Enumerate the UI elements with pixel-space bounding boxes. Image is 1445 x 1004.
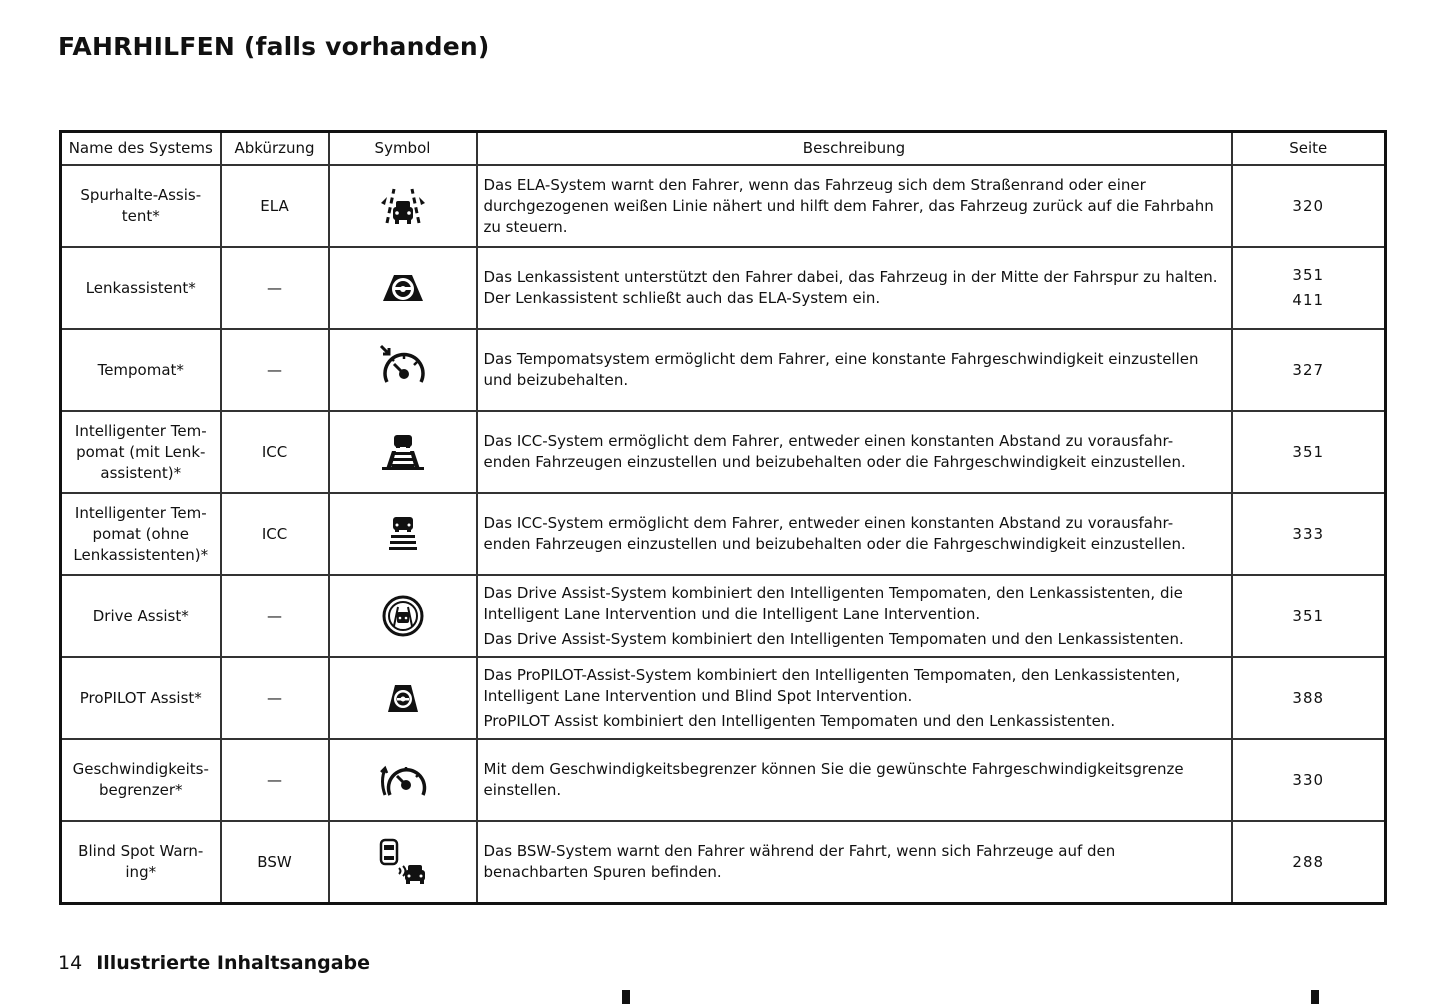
icc-steering-icon bbox=[336, 433, 470, 471]
system-name-line: Intelligenter Tem- bbox=[74, 421, 207, 440]
abbreviation-cell: — bbox=[221, 575, 329, 657]
crop-mark bbox=[622, 990, 630, 1004]
symbol-cell bbox=[329, 657, 477, 739]
description-paragraph: Das Drive Assist-System kombiniert den Intelligenten Tempomaten und den Lenkassistenten. bbox=[483, 629, 1184, 648]
header-system-name: Name des Systems bbox=[61, 132, 221, 166]
system-name-line: Intelligenter Tem- bbox=[74, 503, 207, 522]
system-name-cell bbox=[61, 493, 221, 575]
symbol-cell bbox=[329, 739, 477, 821]
description-paragraph: Das ICC-System ermöglicht dem Fahrer, entweder einen konstanten Abstand zu vorausfahr- enden Fahrzeugen einzustellen und beizubehalten oder die Fahrgeschwindigkeit einzustellen. bbox=[483, 514, 1186, 553]
description-paragraph: Das ELA-System warnt den Fahrer, wenn das Fahrzeug sich dem Straßenrand oder einer durchgezogenen weißen Linie nähert und hilft dem Fahrer, das Fahrzeug zurück auf die Fahrbahn zu steuern. bbox=[483, 175, 1214, 236]
header-page: Seite bbox=[1232, 132, 1386, 166]
blind-spot-warning-icon bbox=[336, 836, 470, 888]
system-name-cell bbox=[61, 739, 221, 821]
page-reference: 288 bbox=[1292, 852, 1325, 871]
system-name-line: Drive Assist* bbox=[92, 606, 189, 625]
page-reference-cell bbox=[1232, 165, 1386, 247]
drive-assist-icon bbox=[336, 594, 470, 638]
description-cell bbox=[477, 739, 1232, 821]
system-name-line: pomat (ohne bbox=[92, 524, 189, 543]
symbol-cell bbox=[329, 411, 477, 493]
description-paragraph: Das BSW-System warnt den Fahrer während der Fahrt, wenn sich Fahrzeuge auf den benachbarten Spuren befinden. bbox=[483, 842, 1116, 881]
system-name-line: tent* bbox=[121, 207, 160, 225]
description-paragraph: Das Tempomatsystem ermöglicht dem Fahrer, eine konstante Fahrgeschwindigkeit einzustellen und beizubehalten. bbox=[483, 350, 1199, 389]
page-reference-cell bbox=[1232, 575, 1386, 657]
description-paragraph: Das Lenkassistent unterstützt den Fahrer dabei, das Fahrzeug in der Mitte der Fahrspur zu halten. Der Lenkassistent schließt auch das ELA-System ein. bbox=[483, 268, 1218, 307]
propilot-assist-icon bbox=[336, 682, 470, 714]
system-name-line: Geschwindigkeits- bbox=[72, 760, 209, 778]
page-reference-cell bbox=[1232, 821, 1386, 904]
table-row bbox=[61, 411, 1386, 493]
abbreviation-cell: ELA bbox=[221, 165, 329, 247]
abbreviation-cell: — bbox=[221, 739, 329, 821]
page-reference: 388 bbox=[1292, 688, 1325, 707]
header-abbreviation: Abkürzung bbox=[221, 132, 329, 166]
symbol-cell bbox=[329, 575, 477, 657]
page-reference-cell bbox=[1232, 329, 1386, 411]
table-row bbox=[61, 657, 1386, 739]
table-row bbox=[61, 739, 1386, 821]
abbreviation-cell: ICC bbox=[221, 411, 329, 493]
page-footer bbox=[58, 952, 370, 974]
page-reference-cell bbox=[1232, 411, 1386, 493]
system-name-cell bbox=[61, 411, 221, 493]
description-cell bbox=[477, 411, 1232, 493]
page-reference: 327 bbox=[1292, 360, 1325, 379]
abbreviation-cell: — bbox=[221, 657, 329, 739]
description-paragraph: Das ICC-System ermöglicht dem Fahrer, entweder einen konstanten Abstand zu vorausfahr- enden Fahrzeugen einzustellen und beizubehalten oder die Fahrgeschwindigkeit einzustellen. bbox=[483, 432, 1186, 471]
system-name-line: begrenzer* bbox=[98, 781, 183, 799]
driving-aids-table bbox=[59, 130, 1387, 905]
system-name-line: Lenkassistenten)* bbox=[73, 545, 209, 564]
system-name-cell bbox=[61, 575, 221, 657]
page-reference: 351 bbox=[1292, 266, 1325, 284]
system-name-line: Tempomat* bbox=[97, 360, 184, 379]
description-paragraph: ProPILOT Assist kombiniert den Intelligenten Tempomaten und den Lenkassistenten. bbox=[483, 711, 1116, 730]
system-name-cell bbox=[61, 657, 221, 739]
description-cell bbox=[477, 575, 1232, 657]
abbreviation-cell: — bbox=[221, 247, 329, 329]
system-name-line: ing* bbox=[125, 863, 157, 881]
system-name-line: pomat (mit Lenk- bbox=[76, 442, 206, 461]
symbol-cell bbox=[329, 493, 477, 575]
table-row bbox=[61, 329, 1386, 411]
page-reference: 351 bbox=[1292, 606, 1325, 625]
table-row bbox=[61, 165, 1386, 247]
page-number: 14 bbox=[58, 952, 83, 974]
page-reference-cell bbox=[1232, 247, 1386, 329]
lane-departure-icon bbox=[336, 183, 470, 229]
description-paragraph: Das ProPILOT-Assist-System kombiniert den Intelligenten Tempomaten, den Lenkassistenten, Intelligent Lane Intervention und Blind Spot Intervention. bbox=[483, 665, 1181, 705]
steering-assist-icon bbox=[336, 271, 470, 305]
description-paragraph: Mit dem Geschwindigkeitsbegrenzer können Sie die gewünschte Fahrgeschwindigkeitsgrenze einstellen. bbox=[483, 760, 1184, 799]
system-name-line: Blind Spot Warn- bbox=[78, 842, 204, 860]
page-reference: 320 bbox=[1292, 196, 1325, 215]
symbol-cell bbox=[329, 165, 477, 247]
page-reference: 411 bbox=[1292, 291, 1325, 309]
system-name-cell bbox=[61, 821, 221, 904]
page-reference: 333 bbox=[1292, 524, 1325, 543]
system-name-cell bbox=[61, 165, 221, 247]
description-paragraph: Das Drive Assist-System kombiniert den Intelligenten Tempomaten, den Lenkassistenten, die Intelligent Lane Intervention und die Intelligent Lane Intervention. bbox=[483, 583, 1183, 623]
speed-limiter-icon bbox=[336, 759, 470, 801]
abbreviation-cell: BSW bbox=[221, 821, 329, 904]
system-name-line: Lenkassistent* bbox=[85, 278, 196, 297]
table-row bbox=[61, 493, 1386, 575]
description-cell bbox=[477, 657, 1232, 739]
cruise-control-icon bbox=[336, 344, 470, 396]
description-cell bbox=[477, 165, 1232, 247]
page-reference: 330 bbox=[1292, 770, 1325, 789]
symbol-cell bbox=[329, 247, 477, 329]
system-name-cell bbox=[61, 247, 221, 329]
table-row bbox=[61, 247, 1386, 329]
abbreviation-cell: ICC bbox=[221, 493, 329, 575]
table-row bbox=[61, 575, 1386, 657]
page-title: FAHRHILFEN (falls vorhanden) bbox=[58, 32, 490, 61]
header-description: Beschreibung bbox=[477, 132, 1232, 166]
description-cell bbox=[477, 493, 1232, 575]
system-name-line: Spurhalte-Assis- bbox=[80, 186, 202, 204]
system-name-line: ProPILOT Assist* bbox=[79, 688, 202, 707]
icc-icon bbox=[336, 515, 470, 553]
page-reference-cell bbox=[1232, 493, 1386, 575]
system-name-cell bbox=[61, 329, 221, 411]
description-cell bbox=[477, 247, 1232, 329]
header-symbol: Symbol bbox=[329, 132, 477, 166]
page-reference-cell bbox=[1232, 657, 1386, 739]
page-reference-cell bbox=[1232, 739, 1386, 821]
page-reference: 351 bbox=[1292, 442, 1325, 461]
description-cell bbox=[477, 821, 1232, 904]
symbol-cell bbox=[329, 329, 477, 411]
section-title: Illustrierte Inhaltsangabe bbox=[96, 952, 371, 974]
abbreviation-cell: — bbox=[221, 329, 329, 411]
crop-mark bbox=[1311, 990, 1319, 1004]
table-header-row bbox=[61, 132, 1386, 166]
description-cell bbox=[477, 329, 1232, 411]
table-row bbox=[61, 821, 1386, 904]
symbol-cell bbox=[329, 821, 477, 904]
system-name-line: assistent)* bbox=[100, 463, 182, 482]
